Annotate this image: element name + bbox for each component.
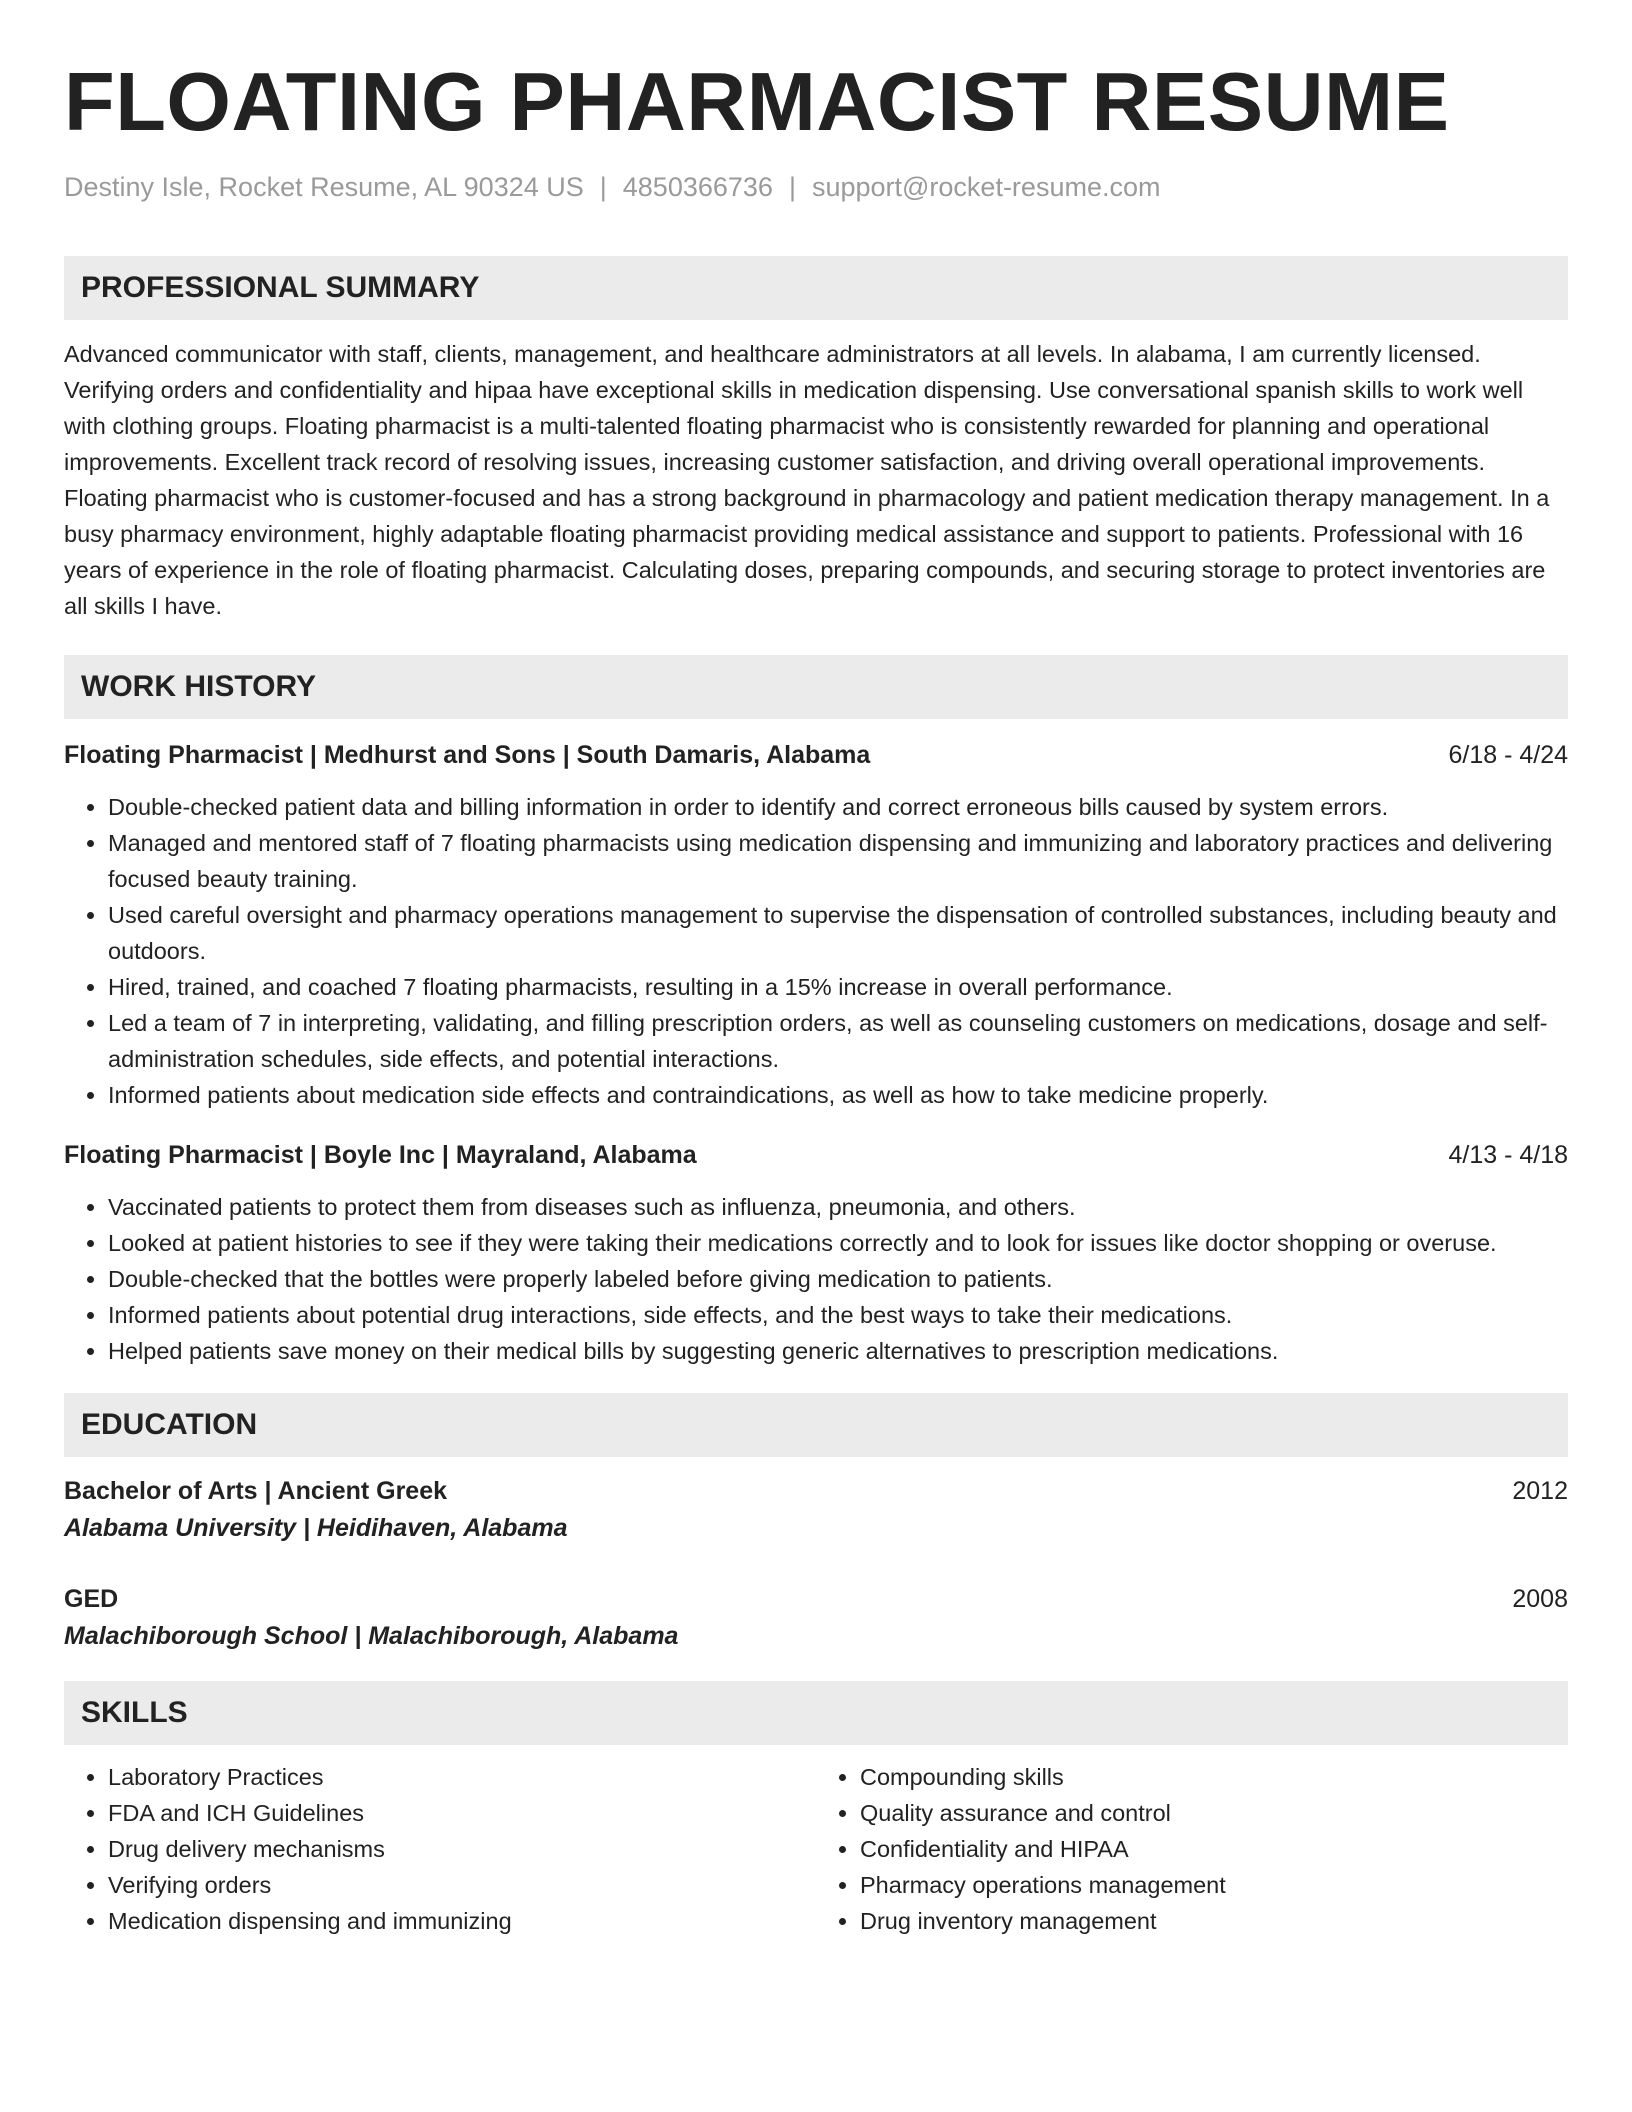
- job-dates: 6/18 - 4/24: [1448, 741, 1568, 769]
- education-section-heading: EDUCATION: [64, 1393, 1568, 1457]
- skills-list: [64, 1759, 1568, 1939]
- job-header: [64, 737, 1568, 773]
- skill-item: • Compounding skills: [860, 1759, 1568, 1795]
- job-bullet: • Vaccinated patients to protect them from diseases such as influenza, pneumonia, and others.: [108, 1189, 1568, 1225]
- summary-section-heading: PROFESSIONAL SUMMARY: [64, 256, 1568, 320]
- education-header: [64, 1473, 1568, 1509]
- summary-text: Advanced communicator with staff, clients, management, and healthcare administrators at all levels. In alabama, I am currently licensed. Verifying orders and confidentiality and hipaa have exceptional skills in medication dispensing. Use conversational spanish skills to work well with clothing groups. Floating pharmacist is a multi-talented floating pharmacist who is consistently rewarded for planning and operational improvements. Excellent track record of resolving issues, increasing customer satisfaction, and driving overall operational improvements. Floating pharmacist who is customer-focused and has a strong background in pharmacology and patient medication therapy management. In a busy pharmacy environment, highly adaptable floating pharmacist providing medical assistance and support to patients. Professional with 16 years of experience in the role of floating pharmacist. Calculating doses, preparing compounds, and securing storage to protect inventories are all skills I have.: [64, 341, 1550, 619]
- contact-line: [64, 170, 1568, 204]
- job-bullet: • Hired, trained, and coached 7 floating pharmacists, resulting in a 15% increase in overall performance.: [108, 969, 1568, 1005]
- skills-column-left: [64, 1759, 816, 1939]
- education-degree: Bachelor of Arts | Ancient Greek: [64, 1477, 448, 1505]
- contact-email: support@rocket-resume.com: [811, 172, 1161, 202]
- job-title: Floating Pharmacist | Boyle Inc | Mayraland, Alabama: [64, 1141, 697, 1169]
- skill-item: • FDA and ICH Guidelines: [108, 1795, 816, 1831]
- job-bullets: [64, 1189, 1568, 1369]
- job-bullet: • Managed and mentored staff of 7 floating pharmacists using medication dispensing and immunizing and laboratory practices and delivering focused beauty training.: [108, 825, 1568, 897]
- skill-item: • Confidentiality and HIPAA: [860, 1831, 1568, 1867]
- skill-item: • Drug delivery mechanisms: [108, 1831, 816, 1867]
- contact-phone: 4850366736: [622, 172, 773, 202]
- resume-title: FLOATING PHARMACIST RESUME: [64, 55, 1450, 148]
- job-bullet: • Looked at patient histories to see if they were taking their medications correctly and to look for issues like doctor shopping or overuse.: [108, 1225, 1568, 1261]
- skill-item: • Laboratory Practices: [108, 1759, 816, 1795]
- job-title: Floating Pharmacist | Medhurst and Sons | South Damaris, Alabama: [64, 741, 871, 769]
- job-header: [64, 1137, 1568, 1173]
- education-header: [64, 1581, 1568, 1617]
- skill-item: • Drug inventory management: [860, 1903, 1568, 1939]
- work-history-section-heading: WORK HISTORY: [64, 655, 1568, 719]
- education-year: 2008: [1512, 1585, 1568, 1613]
- contact-address: Destiny Isle, Rocket Resume, AL 90324 US: [64, 172, 584, 202]
- job-dates: 4/13 - 4/18: [1448, 1141, 1568, 1169]
- education-year: 2012: [1512, 1477, 1568, 1505]
- education-degree: GED: [64, 1585, 119, 1613]
- job-bullet: • Informed patients about potential drug interactions, side effects, and the best ways to take their medications.: [108, 1297, 1568, 1333]
- contact-separator: |: [599, 172, 607, 202]
- job-entry: [64, 737, 1568, 1113]
- job-bullets: [64, 789, 1568, 1113]
- skills-section-heading: SKILLS: [64, 1681, 1568, 1745]
- job-bullet: • Helped patients save money on their medical bills by suggesting generic alternatives to prescription medications.: [108, 1333, 1568, 1369]
- contact-separator: |: [788, 172, 796, 202]
- job-bullet: • Double-checked that the bottles were properly labeled before giving medication to patients.: [108, 1261, 1568, 1297]
- skill-item: • Quality assurance and control: [860, 1795, 1568, 1831]
- job-bullet: • Double-checked patient data and billing information in order to identify and correct erroneous bills caused by system errors.: [108, 789, 1568, 825]
- skill-item: • Medication dispensing and immunizing: [108, 1903, 816, 1939]
- education-entry: [64, 1473, 1568, 1547]
- job-bullet: • Used careful oversight and pharmacy operations management to supervise the dispensation of controlled substances, including beauty and outdoors.: [108, 897, 1568, 969]
- job-bullet: • Informed patients about medication side effects and contraindications, as well as how to take medicine properly.: [108, 1077, 1568, 1113]
- education-school: Malachiborough School | Malachiborough, Alabama: [64, 1622, 679, 1650]
- skills-column-right: [816, 1759, 1568, 1939]
- job-entry: [64, 1137, 1568, 1369]
- job-bullet: • Led a team of 7 in interpreting, validating, and filling prescription orders, as well as counseling customers on medications, dosage and self-administration schedules, side effects, and potential interactions.: [108, 1005, 1568, 1077]
- education-school: Alabama University | Heidihaven, Alabama: [64, 1514, 568, 1542]
- education-entry: [64, 1581, 1568, 1655]
- skill-item: • Verifying orders: [108, 1867, 816, 1903]
- skill-item: • Pharmacy operations management: [860, 1867, 1568, 1903]
